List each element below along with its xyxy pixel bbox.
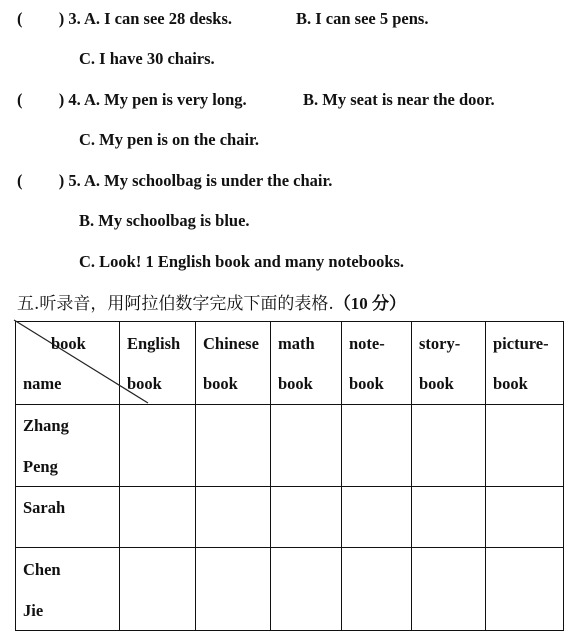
answer-cell[interactable] bbox=[412, 548, 486, 631]
section-heading bbox=[17, 289, 406, 314]
row-name-cell bbox=[16, 405, 120, 487]
section-score: （10 分） bbox=[333, 294, 407, 313]
answer-cell[interactable] bbox=[486, 548, 564, 631]
answer-cell[interactable] bbox=[486, 487, 564, 548]
answer-cell[interactable] bbox=[196, 405, 271, 487]
section-title: 五.听录音，用阿拉伯数字完成下面的表格. bbox=[17, 294, 334, 314]
row-name-line2: Jie bbox=[23, 601, 44, 620]
answer-cell[interactable] bbox=[271, 548, 342, 631]
answer-paren-open: ( bbox=[17, 9, 23, 28]
row-name-cell bbox=[16, 548, 120, 631]
table-row bbox=[16, 548, 564, 631]
answer-cell[interactable] bbox=[412, 405, 486, 487]
answer-paren-close: ) bbox=[58, 90, 65, 109]
option-c: C. I have 30 chairs. bbox=[79, 49, 215, 68]
column-header bbox=[486, 322, 564, 405]
answer-cell[interactable] bbox=[196, 548, 271, 631]
row-name-line1: Zhang bbox=[23, 416, 69, 435]
column-header-line2: book bbox=[278, 374, 313, 393]
answer-paren-open: ( bbox=[17, 90, 23, 109]
answer-cell[interactable] bbox=[342, 405, 412, 487]
column-header-line2: book bbox=[349, 374, 384, 393]
column-header-line1: Chinese bbox=[203, 334, 259, 353]
answer-cell[interactable] bbox=[342, 487, 412, 548]
question-5 bbox=[17, 171, 332, 191]
corner-cell bbox=[16, 322, 120, 405]
option-a: A. My pen is very long. bbox=[83, 90, 247, 109]
column-header bbox=[120, 322, 196, 405]
column-header-line2: book bbox=[203, 374, 238, 393]
header-row bbox=[16, 322, 564, 405]
column-header bbox=[271, 322, 342, 405]
column-header-line1: picture- bbox=[493, 334, 549, 353]
column-header-line2: book bbox=[127, 374, 162, 393]
answer-cell[interactable] bbox=[412, 487, 486, 548]
answer-paren-close: ) bbox=[58, 171, 65, 190]
option-b: B. I can see 5 pens. bbox=[296, 9, 429, 28]
question-4 bbox=[17, 90, 247, 110]
option-c: C. Look! 1 English book and many notebooks. bbox=[79, 252, 405, 271]
option-b: B. My schoolbag is blue. bbox=[79, 211, 250, 230]
answer-cell[interactable] bbox=[271, 405, 342, 487]
question-3 bbox=[17, 9, 232, 29]
question-number: 4. bbox=[68, 90, 81, 109]
column-header bbox=[196, 322, 271, 405]
column-header bbox=[342, 322, 412, 405]
answer-cell[interactable] bbox=[196, 487, 271, 548]
row-name-line2: Peng bbox=[23, 457, 58, 476]
answer-cell[interactable] bbox=[120, 487, 196, 548]
option-a: A. My schoolbag is under the chair. bbox=[83, 171, 333, 190]
answer-cell[interactable] bbox=[271, 487, 342, 548]
row-name-cell bbox=[16, 487, 120, 548]
answer-cell[interactable] bbox=[120, 405, 196, 487]
column-header bbox=[412, 322, 486, 405]
option-a: A. I can see 28 desks. bbox=[83, 9, 233, 28]
column-header-line2: book bbox=[493, 374, 528, 393]
answer-table bbox=[15, 321, 564, 631]
column-header-line1: English bbox=[127, 334, 181, 353]
answer-cell[interactable] bbox=[120, 548, 196, 631]
column-header-line1: note- bbox=[349, 334, 385, 353]
answer-paren-close: ) bbox=[58, 9, 65, 28]
table-row bbox=[16, 405, 564, 487]
option-b: B. My seat is near the door. bbox=[303, 90, 495, 109]
answer-cell[interactable] bbox=[342, 548, 412, 631]
row-name-line1: Chen bbox=[23, 560, 61, 579]
answer-cell[interactable] bbox=[486, 405, 564, 487]
column-header-line2: book bbox=[419, 374, 454, 393]
question-number: 3. bbox=[68, 9, 81, 28]
corner-top-label: book bbox=[51, 334, 86, 353]
corner-bottom-label: name bbox=[23, 374, 62, 393]
table-row bbox=[16, 487, 564, 548]
answer-paren-open: ( bbox=[17, 171, 23, 190]
row-name-line1: Sarah bbox=[23, 498, 66, 517]
option-c: C. My pen is on the chair. bbox=[79, 130, 259, 149]
column-header-line1: story- bbox=[419, 334, 461, 353]
column-header-line1: math bbox=[278, 334, 315, 353]
question-number: 5. bbox=[68, 171, 81, 190]
